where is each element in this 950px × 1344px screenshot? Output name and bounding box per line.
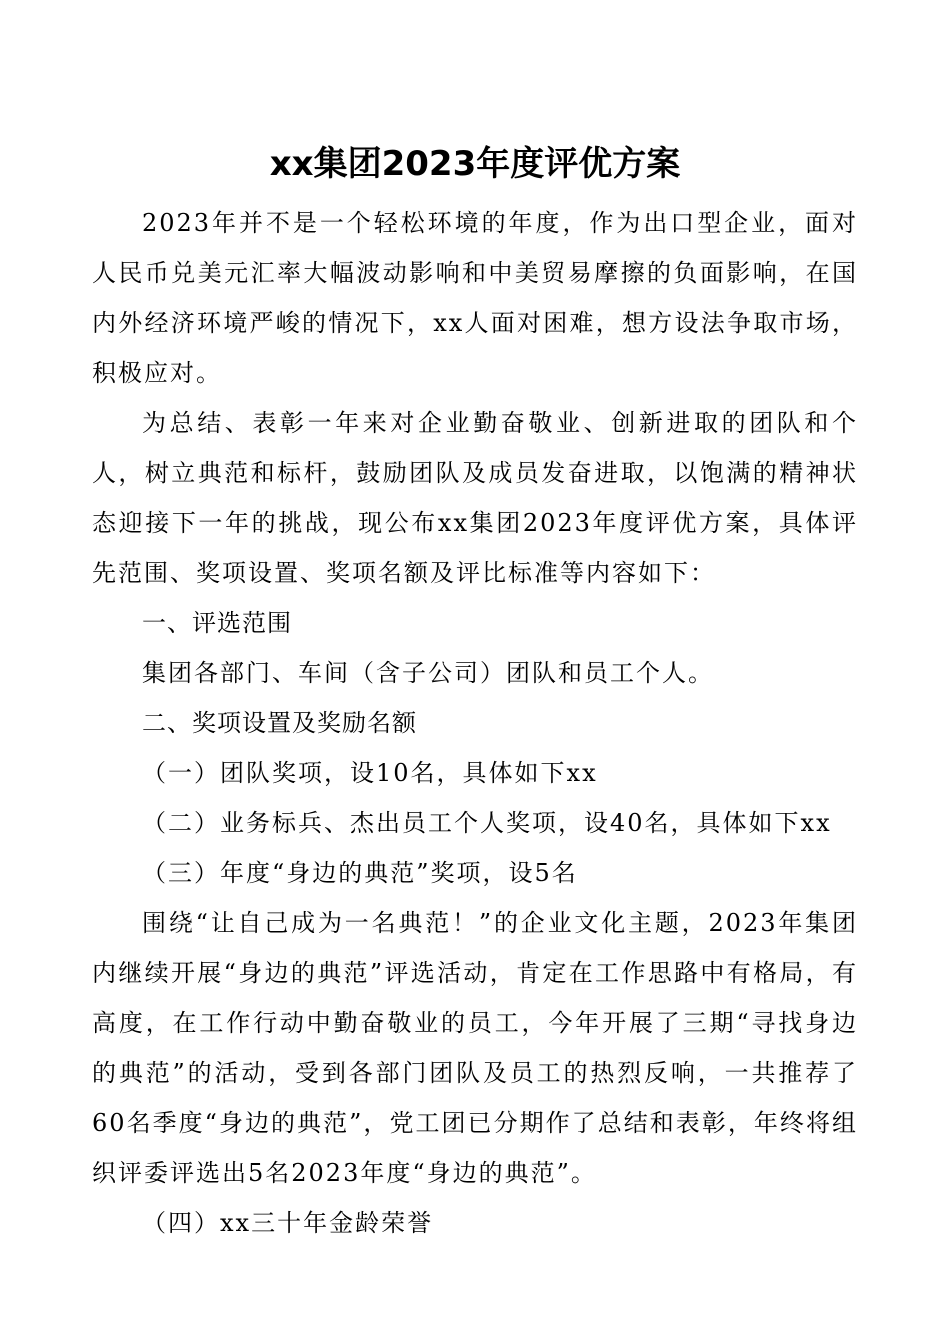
award-item-team: （一）团队奖项，设10名，具体如下xx (142, 759, 598, 787)
intro-paragraph: 2023年并不是一个轻松环境的年度，作为出口型企业，面对人民币兑美元汇率大幅波动影响和中美贸易摩擦的负面影响，在国内外经济环境严峻的情况下，xx人面对困难，想方设法争取市场，积极应对。 (92, 209, 858, 387)
award-item-thirty-years: （四）xx三十年金龄荣誉 (142, 1209, 434, 1237)
role-model-paragraph: 围绕“让自己成为一名典范！”的企业文化主题，2023年集团内继续开展“身边的典范”评选活动，肯定在工作思路中有格局，有高度，在工作行动中勤奋敬业的员工，今年开展了三期“寻找身边的典范”的活动，受到各部门团队及员工的热烈反响，一共推荐了60名季度“身边的典范”，党工团已分期作了总结和表彰，年终将组织评委评选出5名2023年度“身边的典范”。 (92, 909, 858, 1187)
section-heading-awards: 二、奖项设置及奖励名额 (142, 709, 417, 737)
award-item-individual: （二）业务标兵、杰出员工个人奖项，设40名，具体如下xx (142, 809, 832, 837)
document-title: xx集团2023年度评优方案 (269, 144, 681, 184)
scope-paragraph: 集团各部门、车间（含子公司）团队和员工个人。 (142, 659, 714, 687)
award-item-role-model: （三）年度“身边的典范”奖项，设5名 (142, 859, 578, 887)
purpose-paragraph: 为总结、表彰一年来对企业勤奋敬业、创新进取的团队和个人，树立典范和标杆，鼓励团队及成员发奋进取，以饱满的精神状态迎接下一年的挑战，现公布xx集团2023年度评优方案，具体评先范围、奖项设置、奖项名额及评比标准等内容如下： (92, 409, 858, 587)
section-heading-scope: 一、评选范围 (142, 609, 292, 637)
